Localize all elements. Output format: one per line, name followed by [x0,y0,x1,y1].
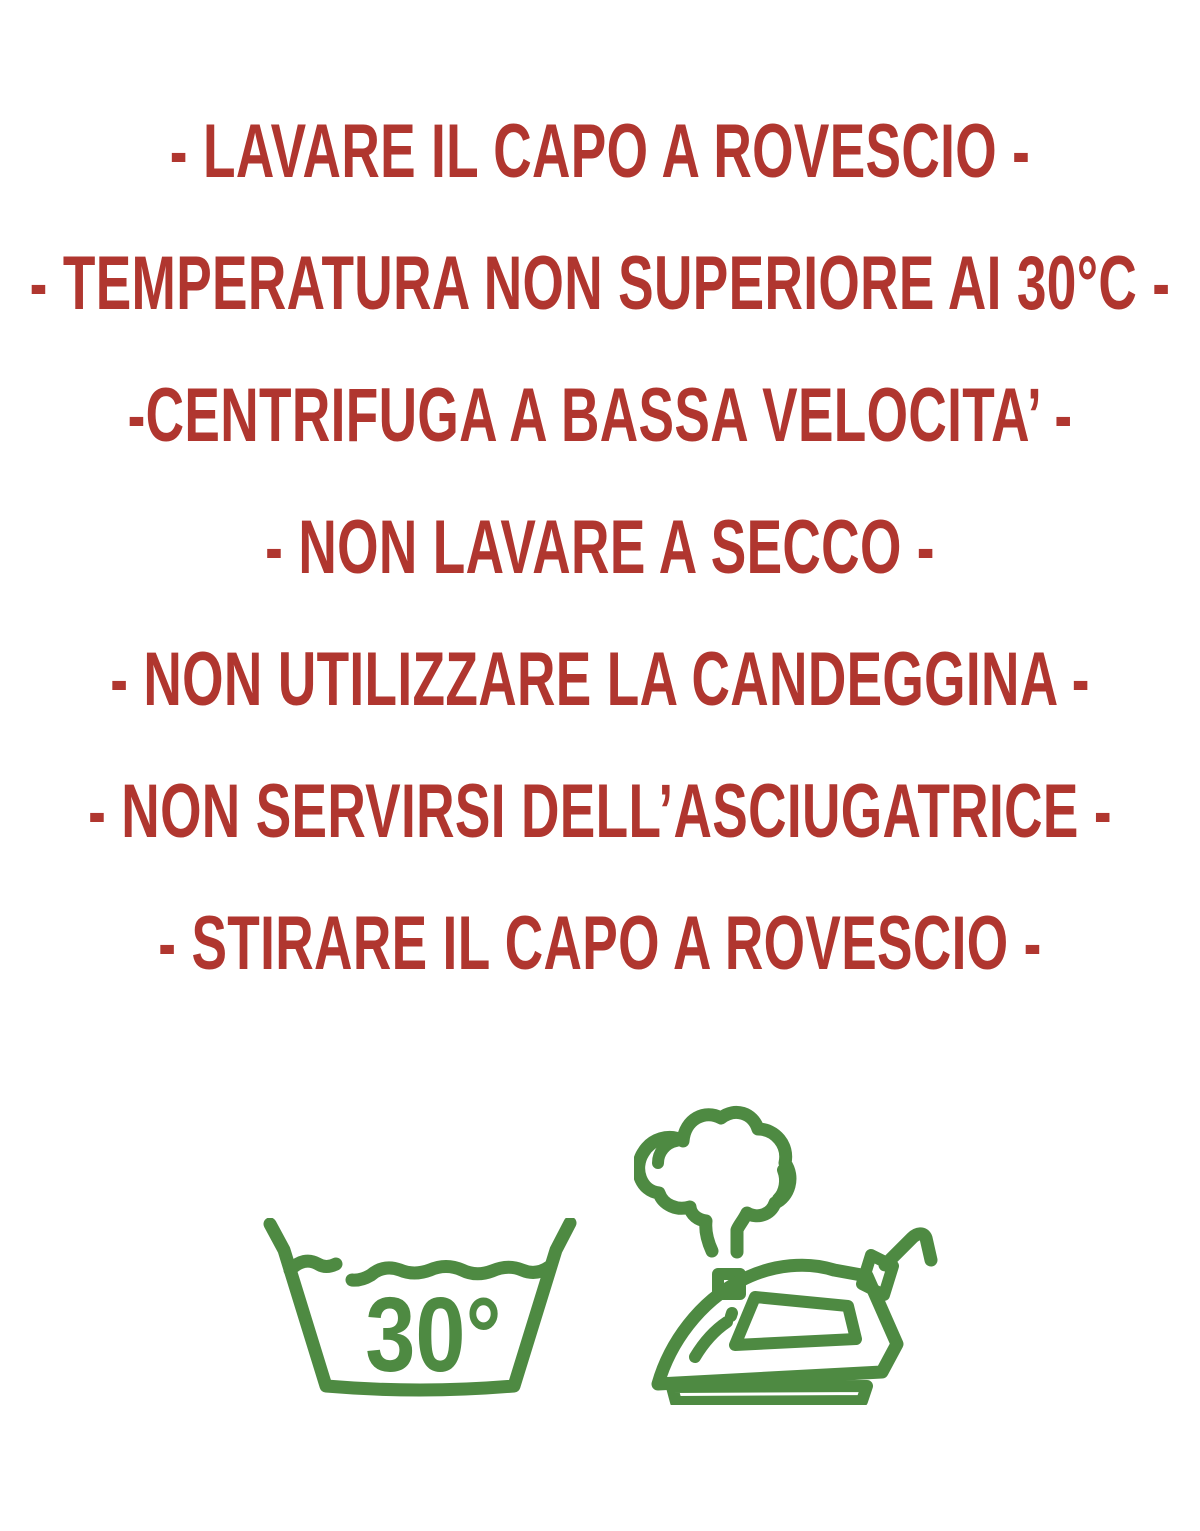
iron-body-accent-dash [695,1322,727,1357]
iron-cord [885,1234,931,1265]
care-instruction-line-3: -CENTRIFUGA A BASSA VELOCITA’ - [127,372,1073,458]
care-instruction-line-5: - NON UTILIZZARE LA CANDEGGINA - [110,636,1090,722]
care-instruction-line-7: - STIRARE IL CAPO A ROVESCIO - [158,900,1042,986]
care-instruction-line-1: - LAVARE IL CAPO A ROVESCIO - [169,108,1031,194]
care-instruction-line-6: - NON SERVIRSI DELL’ASCIUGATRICE - [88,768,1112,854]
iron-body-accent-dot [731,1313,732,1316]
steam-cloud-accent-right [778,1170,785,1199]
care-instruction-line-2: - TEMPERATURA NON SUPERIORE AI 30°C - [29,240,1171,326]
steam-cloud [639,1112,790,1252]
wash-basin-30-icon [260,1218,580,1408]
care-instruction-line-4: - NON LAVARE A SECCO - [265,504,935,590]
wash-temperature-label: 30° [365,1275,502,1394]
iron-soleplate [672,1386,867,1402]
steam-cloud-accent-left [658,1141,676,1163]
steam-iron-icon [634,1103,946,1405]
iron-handle-cutout [735,1297,856,1345]
basin-water-dash [290,1261,336,1270]
